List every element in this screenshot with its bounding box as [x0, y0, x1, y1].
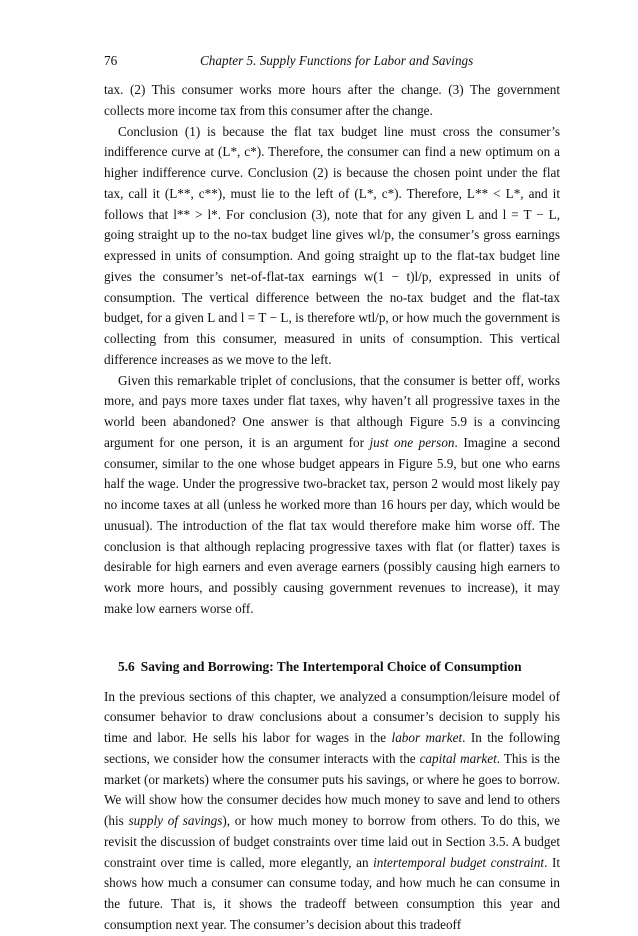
emphasis-just-one-person: just one person	[369, 434, 455, 450]
section-text-5: . It shows how much a consumer can consume today, and how much he can consume in the future. That is, it shows the tradeoff between consumption this year and consumption next year. The consumer’s decision about this tradeoff	[104, 854, 561, 932]
section-title: Saving and Borrowing: The Intertemporal Choice of Consumption	[140, 658, 522, 674]
emphasis-capital-market: capital market	[419, 750, 497, 766]
book-page	[104, 52, 560, 936]
emphasis-intertemporal-budget-constraint: intertemporal budget constraint	[373, 854, 545, 870]
section-number: 5.6	[118, 658, 135, 674]
section-heading	[118, 658, 560, 676]
page-number: 76	[104, 53, 118, 68]
running-title: Chapter 5. Supply Functions for Labor and Savings	[200, 53, 474, 68]
paragraph-continued: tax. (2) This consumer works more hours after the change. (3) The government collects more income tax from this consumer after the change.	[104, 82, 560, 118]
section-text-2: . In the following sections, we consider how the consumer interacts with the	[104, 730, 561, 766]
paragraph-triplet	[104, 371, 560, 620]
paragraph-conclusions	[104, 122, 560, 371]
section-text-4: ), or how much money to borrow from others. To do this, we revisit the discussion of budget constraints over time laid out in Section 3.5. A budget constraint over time is called, more elegantly, an	[104, 813, 560, 870]
emphasis-supply-of-savings: supply of savings	[128, 813, 223, 828]
running-header	[104, 52, 560, 70]
paragraph-saving-borrowing	[104, 687, 560, 936]
section-text-1: In the previous sections of this chapter, we analyzed a consumption/leisure model of consumer behavior to draw conclusions about a consumer’s decision to supply his time and labor. He sells his labor for wages in the	[104, 688, 560, 745]
section-text-3: . This is the market (or markets) where the consumer puts his savings, or where he goes to borrow. We will show how the consumer decides how much money to save and lend to others (his	[104, 750, 560, 828]
paragraph-triplet-text-b: . Imagine a second consumer, similar to the one whose budget appears in Figure 5.9, but one who earns half the wage. Under the progressive two-bracket tax, person 2 would most likely pay no income taxes at all (unless he worked more than 16 hours per day, which would be unusual). The introduction of the flat tax would therefore make him worse off. The conclusion is that although replacing progressive taxes with flat (or flatter) taxes is desirable for high earners and even average earners (possibly causing high earners to work more hours, and possibly causing government revenues to increase), it may make low earners worse off.	[104, 434, 561, 616]
emphasis-labor-market: labor market	[391, 730, 463, 745]
paragraph-conclusions-text: Conclusion (1) is because the flat tax budget line must cross the consumer’s indifference curve at (L*, c*). Therefore, the consumer can find a new optimum on a higher indifference curve. Conclusion (2) is because the chosen point under the flat tax, call it (L**, c**), must lie to the left of (L*, c*). Therefore, L** < L*, and it follows that l** > l*. For conclusion (3), note that for any given L and l = T − L, going straight up to the no-tax budget line gives wl/p, the consumer’s gross earnings expressed in units of consumption. And going straight up to the flat-tax budget line gives the consumer’s net-of-flat-tax earnings w(1 − t)l/p, expressed in units of consumption. The vertical difference between the no-tax budget and the flat-tax budget, for a given L and l = T − L, is therefore wtl/p, or how much the government is collecting from this consumer, measured in units of consumption. This vertical difference increases as we move to the left.	[104, 123, 560, 367]
paragraph-triplet-text-a: Given this remarkable triplet of conclusions, that the consumer is better off, works more, and pays more taxes under flat taxes, why haven’t all progressive taxes in the world been abandoned? One answer is that although Figure 5.9 is a convincing argument for one person, it is an argument for	[104, 372, 560, 450]
